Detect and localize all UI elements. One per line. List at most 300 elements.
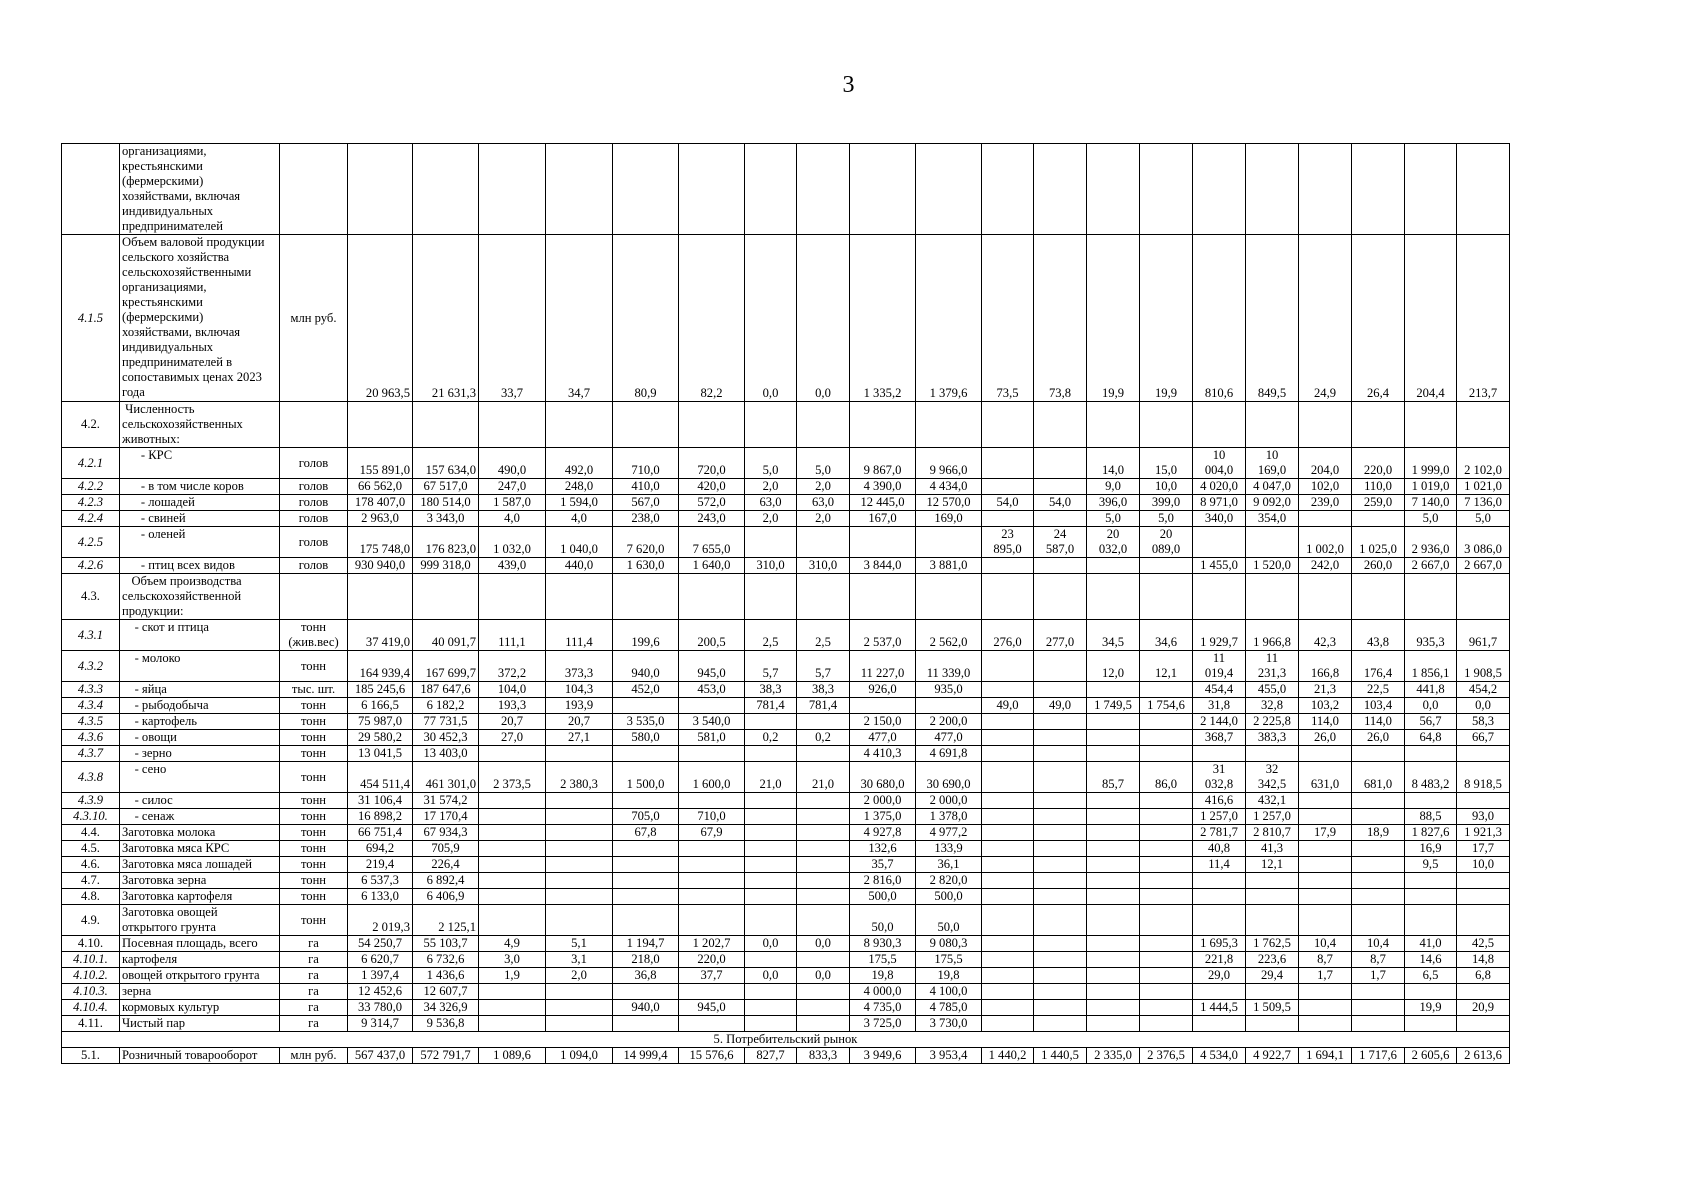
district-value [1352, 889, 1405, 905]
district-value [1087, 1016, 1140, 1032]
district-value: 7 620,0 [613, 527, 679, 558]
district-value [1457, 889, 1510, 905]
total-value-1: 454 511,4 [348, 762, 413, 793]
district-value [745, 746, 797, 762]
district-value: 4 410,3 [850, 746, 916, 762]
district-value [546, 825, 613, 841]
district-value [1034, 809, 1087, 825]
total-value-2: 6 406,9 [413, 889, 479, 905]
total-value-2: 187 647,6 [413, 682, 479, 698]
total-value-1: 155 891,0 [348, 448, 413, 479]
district-value: 34,6 [1140, 620, 1193, 651]
district-value: 1 094,0 [546, 1048, 613, 1064]
district-value [1087, 682, 1140, 698]
district-value: 103,2 [1299, 698, 1352, 714]
district-value: 221,8 [1193, 952, 1246, 968]
district-value [745, 952, 797, 968]
row-name: овощей открытого грунта [120, 968, 280, 984]
district-value [613, 905, 679, 936]
district-value: 8 930,3 [850, 936, 916, 952]
district-value [1352, 873, 1405, 889]
district-value: 3,1 [546, 952, 613, 968]
page-number: 3 [842, 72, 855, 98]
row-unit: тонн [280, 825, 348, 841]
table-row [62, 889, 1510, 905]
district-value: 85,7 [1087, 762, 1140, 793]
total-value-2: 12 607,7 [413, 984, 479, 1000]
row-number: 5.1. [62, 1048, 120, 1064]
district-value [1457, 144, 1510, 235]
district-value: 29,4 [1246, 968, 1299, 984]
district-value [1299, 793, 1352, 809]
district-value [679, 873, 745, 889]
district-value [1246, 889, 1299, 905]
district-value: 3 881,0 [916, 558, 982, 574]
district-value: 1 754,6 [1140, 698, 1193, 714]
district-value: 1 587,0 [479, 495, 546, 511]
row-unit: тонн [280, 809, 348, 825]
district-value: 133,9 [916, 841, 982, 857]
district-value: 11 231,3 [1246, 651, 1299, 682]
district-value: 14,8 [1457, 952, 1510, 968]
total-value-2: 999 318,0 [413, 558, 479, 574]
total-value-1: 164 939,4 [348, 651, 413, 682]
district-value: 2,5 [745, 620, 797, 651]
district-value: 199,6 [613, 620, 679, 651]
district-value: 73,5 [982, 235, 1034, 402]
row-unit: га [280, 1016, 348, 1032]
district-value: 1 509,5 [1246, 1000, 1299, 1016]
district-value: 239,0 [1299, 495, 1352, 511]
district-value: 4 047,0 [1246, 479, 1299, 495]
total-value-1 [348, 144, 413, 235]
district-value: 1 500,0 [613, 762, 679, 793]
district-value: 15,0 [1140, 448, 1193, 479]
district-value [1034, 574, 1087, 620]
total-value-2: 21 631,3 [413, 235, 479, 402]
row-name: Заготовка зерна [120, 873, 280, 889]
row-name: Посевная площадь, всего [120, 936, 280, 952]
district-value: 454,4 [1193, 682, 1246, 698]
district-value [1087, 746, 1140, 762]
district-value: 416,6 [1193, 793, 1246, 809]
total-value-1: 12 452,6 [348, 984, 413, 1000]
district-value [1457, 793, 1510, 809]
row-name: - зерно [120, 746, 280, 762]
total-value-1: 175 748,0 [348, 527, 413, 558]
district-value [1352, 511, 1405, 527]
total-value-1 [348, 574, 413, 620]
total-value-1: 185 245,6 [348, 682, 413, 698]
district-value [1140, 857, 1193, 873]
total-value-1: 66 751,4 [348, 825, 413, 841]
row-number: 4.5. [62, 841, 120, 857]
district-value [679, 402, 745, 448]
district-value [982, 682, 1034, 698]
district-value [1087, 1000, 1140, 1016]
row-number: 4.1.5 [62, 235, 120, 402]
district-value: 88,5 [1405, 809, 1457, 825]
district-value: 17,7 [1457, 841, 1510, 857]
district-value [1405, 402, 1457, 448]
row-name: - овощи [120, 730, 280, 746]
district-value: 1 455,0 [1193, 558, 1246, 574]
district-value: 20,7 [546, 714, 613, 730]
district-value: 54,0 [982, 495, 1034, 511]
district-value [982, 402, 1034, 448]
district-value [982, 714, 1034, 730]
district-value: 4 390,0 [850, 479, 916, 495]
district-value [1246, 746, 1299, 762]
row-unit: га [280, 984, 348, 1000]
district-value: 259,0 [1352, 495, 1405, 511]
district-value [745, 1000, 797, 1016]
district-value [1299, 1016, 1352, 1032]
district-value [916, 574, 982, 620]
row-number: 4.2.1 [62, 448, 120, 479]
district-value: 1 600,0 [679, 762, 745, 793]
district-value: 720,0 [679, 448, 745, 479]
total-value-1: 219,4 [348, 857, 413, 873]
district-value: 1 695,3 [1193, 936, 1246, 952]
district-value [1299, 511, 1352, 527]
district-value: 810,6 [1193, 235, 1246, 402]
total-value-2: 1 436,6 [413, 968, 479, 984]
district-value [1034, 144, 1087, 235]
district-value: 3 725,0 [850, 1016, 916, 1032]
district-value: 4 922,7 [1246, 1048, 1299, 1064]
district-value [982, 809, 1034, 825]
district-value: 242,0 [1299, 558, 1352, 574]
district-value: 73,8 [1034, 235, 1087, 402]
district-value: 2,0 [797, 479, 850, 495]
district-value: 3 953,4 [916, 1048, 982, 1064]
district-value: 63,0 [745, 495, 797, 511]
district-value [745, 574, 797, 620]
row-name: - оленей [120, 527, 280, 558]
district-value: 9,0 [1087, 479, 1140, 495]
district-value [1299, 905, 1352, 936]
row-unit: тонн [280, 889, 348, 905]
table-row [62, 984, 1510, 1000]
district-value [546, 841, 613, 857]
table-row [62, 714, 1510, 730]
district-value [1246, 873, 1299, 889]
district-value [745, 402, 797, 448]
district-value: 24 587,0 [1034, 527, 1087, 558]
district-value: 4 977,2 [916, 825, 982, 841]
district-value [916, 527, 982, 558]
district-value [679, 746, 745, 762]
district-value [1034, 825, 1087, 841]
total-value-1: 66 562,0 [348, 479, 413, 495]
district-value: 20 032,0 [1087, 527, 1140, 558]
district-value: 2 667,0 [1457, 558, 1510, 574]
district-value: 40,8 [1193, 841, 1246, 857]
district-value [679, 1016, 745, 1032]
total-value-1: 2 019,3 [348, 905, 413, 936]
district-value [1087, 730, 1140, 746]
district-value: 36,1 [916, 857, 982, 873]
district-value [1352, 574, 1405, 620]
district-value: 204,4 [1405, 235, 1457, 402]
district-value: 6,5 [1405, 968, 1457, 984]
district-value: 5,7 [745, 651, 797, 682]
district-value: 2,0 [797, 511, 850, 527]
district-value: 4,0 [479, 511, 546, 527]
district-value: 5,0 [1405, 511, 1457, 527]
district-value [982, 558, 1034, 574]
district-value [479, 746, 546, 762]
row-number: 4.3.2 [62, 651, 120, 682]
district-value [479, 574, 546, 620]
district-value: 41,0 [1405, 936, 1457, 952]
row-number: 4.10.4. [62, 1000, 120, 1016]
district-value [546, 873, 613, 889]
district-value [1140, 809, 1193, 825]
total-value-1: 1 397,4 [348, 968, 413, 984]
row-name: - рыбодобыча [120, 698, 280, 714]
district-value [1034, 984, 1087, 1000]
total-value-2: 17 170,4 [413, 809, 479, 825]
row-name: зерна [120, 984, 280, 1000]
row-name: - лошадей [120, 495, 280, 511]
district-value: 4 534,0 [1193, 1048, 1246, 1064]
district-value [1405, 574, 1457, 620]
row-name: картофеля [120, 952, 280, 968]
district-value: 340,0 [1193, 511, 1246, 527]
district-value: 22,5 [1352, 682, 1405, 698]
district-value [1299, 873, 1352, 889]
district-value: 19,8 [916, 968, 982, 984]
district-value: 0,2 [745, 730, 797, 746]
district-value [546, 1016, 613, 1032]
district-value: 66,7 [1457, 730, 1510, 746]
table-row [62, 1016, 1510, 1032]
table-row [62, 793, 1510, 809]
district-value: 43,8 [1352, 620, 1405, 651]
row-unit: тонн [280, 762, 348, 793]
district-value: 3 730,0 [916, 1016, 982, 1032]
district-value [1193, 746, 1246, 762]
district-value [1034, 714, 1087, 730]
district-value [546, 809, 613, 825]
district-value [745, 841, 797, 857]
district-value: 132,6 [850, 841, 916, 857]
district-value: 1 021,0 [1457, 479, 1510, 495]
district-value: 10,4 [1299, 936, 1352, 952]
total-value-1: 13 041,5 [348, 746, 413, 762]
district-value: 19,9 [1140, 235, 1193, 402]
total-value-2: 461 301,0 [413, 762, 479, 793]
district-value: 3 844,0 [850, 558, 916, 574]
table-row [62, 952, 1510, 968]
district-value [982, 873, 1034, 889]
district-value [1034, 746, 1087, 762]
district-value: 2 373,5 [479, 762, 546, 793]
row-name: Объем производства сельскохозяйственной продукции: [120, 574, 280, 620]
district-value [1140, 730, 1193, 746]
district-value [745, 144, 797, 235]
district-value: 35,7 [850, 857, 916, 873]
district-value [745, 889, 797, 905]
district-value [1352, 746, 1405, 762]
district-value: 2 200,0 [916, 714, 982, 730]
row-unit: голов [280, 527, 348, 558]
district-value: 3 535,0 [613, 714, 679, 730]
row-unit: млн руб. [280, 1048, 348, 1064]
district-value: 30 690,0 [916, 762, 982, 793]
table-row [62, 402, 1510, 448]
district-value: 175,5 [850, 952, 916, 968]
district-value [1193, 144, 1246, 235]
row-number: 4.2.4 [62, 511, 120, 527]
district-value: 310,0 [797, 558, 850, 574]
total-value-2: 30 452,3 [413, 730, 479, 746]
district-value [1087, 889, 1140, 905]
district-value [1352, 793, 1405, 809]
row-name: - в том числе коров [120, 479, 280, 495]
district-value: 372,2 [479, 651, 546, 682]
district-value [1405, 984, 1457, 1000]
district-value [1457, 905, 1510, 936]
district-value: 5,0 [745, 448, 797, 479]
total-value-1: 178 407,0 [348, 495, 413, 511]
district-value [1140, 952, 1193, 968]
district-value [1140, 402, 1193, 448]
district-value: 453,0 [679, 682, 745, 698]
row-unit [280, 402, 348, 448]
district-value: 0,0 [1457, 698, 1510, 714]
district-value [613, 144, 679, 235]
district-value: 0,0 [745, 936, 797, 952]
district-value: 10,0 [1457, 857, 1510, 873]
district-value [679, 574, 745, 620]
district-value [1140, 1016, 1193, 1032]
total-value-2: 9 536,8 [413, 1016, 479, 1032]
district-value: 8,7 [1352, 952, 1405, 968]
district-value [1087, 952, 1140, 968]
district-value: 940,0 [613, 651, 679, 682]
district-value [1246, 144, 1299, 235]
district-value [1087, 809, 1140, 825]
district-value: 781,4 [745, 698, 797, 714]
row-number: 4.3.7 [62, 746, 120, 762]
district-value: 6,8 [1457, 968, 1510, 984]
district-value: 9 080,3 [916, 936, 982, 952]
district-value [1246, 402, 1299, 448]
total-value-2: 176 823,0 [413, 527, 479, 558]
total-value-2: 167 699,7 [413, 651, 479, 682]
district-value: 193,3 [479, 698, 546, 714]
district-value: 4 000,0 [850, 984, 916, 1000]
table-row [62, 574, 1510, 620]
district-value [546, 889, 613, 905]
district-value: 34,7 [546, 235, 613, 402]
district-value: 1 379,6 [916, 235, 982, 402]
table-row [62, 809, 1510, 825]
row-name: - птиц всех видов [120, 558, 280, 574]
district-value: 12,1 [1246, 857, 1299, 873]
district-value: 0,2 [797, 730, 850, 746]
district-value: 5,7 [797, 651, 850, 682]
district-value [479, 144, 546, 235]
district-value [546, 144, 613, 235]
district-value: 631,0 [1299, 762, 1352, 793]
district-value [1299, 984, 1352, 1000]
district-value [613, 1016, 679, 1032]
district-value: 220,0 [1352, 448, 1405, 479]
district-value [1140, 746, 1193, 762]
table-row [62, 968, 1510, 984]
row-unit: тонн [280, 730, 348, 746]
district-value: 4 735,0 [850, 1000, 916, 1016]
district-value [1246, 1016, 1299, 1032]
district-value [1457, 1016, 1510, 1032]
district-value [982, 511, 1034, 527]
district-value: 441,8 [1405, 682, 1457, 698]
district-value [613, 698, 679, 714]
total-value-2: 77 731,5 [413, 714, 479, 730]
district-value [1140, 793, 1193, 809]
row-number: 4.4. [62, 825, 120, 841]
district-value [982, 1000, 1034, 1016]
district-value: 42,5 [1457, 936, 1510, 952]
district-value [797, 857, 850, 873]
district-value [745, 809, 797, 825]
district-value: 2 000,0 [916, 793, 982, 809]
district-value [479, 1000, 546, 1016]
district-value: 5,1 [546, 936, 613, 952]
row-name: Заготовка картофеля [120, 889, 280, 905]
district-value: 166,8 [1299, 651, 1352, 682]
district-value [916, 402, 982, 448]
district-value: 0,0 [745, 968, 797, 984]
district-value: 10,4 [1352, 936, 1405, 952]
district-value [1299, 841, 1352, 857]
district-value: 2 537,0 [850, 620, 916, 651]
district-value: 50,0 [850, 905, 916, 936]
district-value: 14 999,4 [613, 1048, 679, 1064]
row-name: Заготовка овощей открытого грунта [120, 905, 280, 936]
district-value [1193, 574, 1246, 620]
district-value: 26,4 [1352, 235, 1405, 402]
total-value-2: 34 326,9 [413, 1000, 479, 1016]
district-value [479, 402, 546, 448]
total-value-2: 180 514,0 [413, 495, 479, 511]
district-value [982, 841, 1034, 857]
district-value [1034, 841, 1087, 857]
district-value: 10,0 [1140, 479, 1193, 495]
district-value: 64,8 [1405, 730, 1457, 746]
table-row [62, 746, 1510, 762]
district-value: 82,2 [679, 235, 745, 402]
row-name: - силос [120, 793, 280, 809]
district-value: 1 089,6 [479, 1048, 546, 1064]
district-value [797, 952, 850, 968]
district-value: 2 667,0 [1405, 558, 1457, 574]
district-value: 14,0 [1087, 448, 1140, 479]
district-value [982, 793, 1034, 809]
district-value: 11 019,4 [1193, 651, 1246, 682]
district-value [797, 1016, 850, 1032]
district-value [1193, 873, 1246, 889]
district-value: 17,9 [1299, 825, 1352, 841]
district-value: 93,0 [1457, 809, 1510, 825]
district-value [982, 448, 1034, 479]
district-value [1193, 527, 1246, 558]
district-value: 492,0 [546, 448, 613, 479]
